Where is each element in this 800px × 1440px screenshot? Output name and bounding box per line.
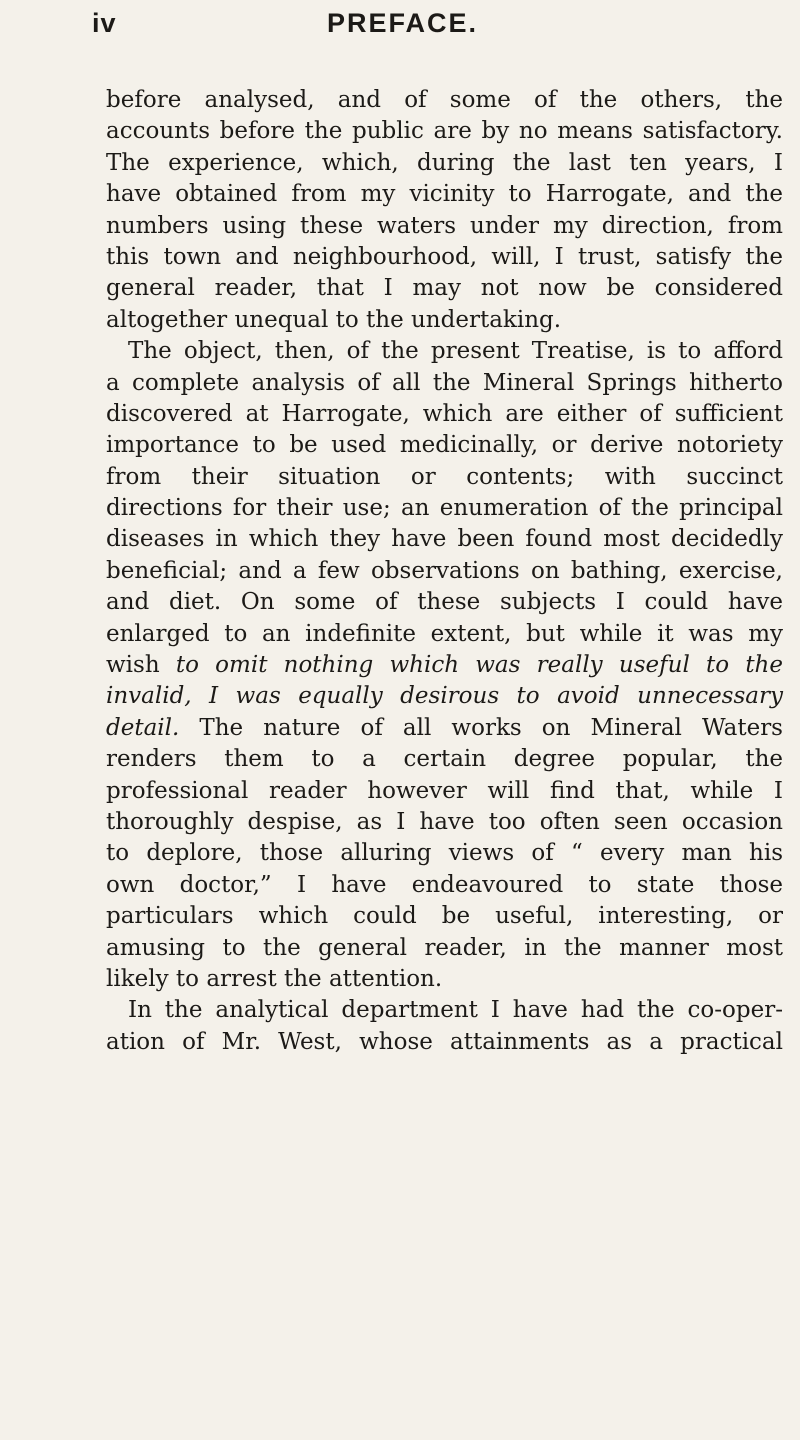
text-segment: The nature of all works on Mineral Waters (179, 714, 783, 741)
text-line (106, 1027, 783, 1058)
text-line (106, 116, 783, 147)
text-segment: general reader, that I may not now be considered (106, 275, 783, 302)
text-line (106, 870, 783, 901)
text-line (106, 901, 783, 932)
text-line (106, 179, 783, 210)
text-segment: ation of Mr. West, whose attainments as a practical (106, 1028, 783, 1055)
text-line (106, 681, 783, 712)
text-line (106, 148, 783, 179)
text-line (106, 399, 783, 430)
text-segment: to deplore, those alluring views of “ every man his (106, 840, 783, 867)
text-segment: numbers using these waters under my direction, from (106, 212, 783, 239)
text-line (106, 587, 783, 618)
text-line (106, 211, 783, 242)
text-line (106, 744, 783, 775)
text-segment: altogether unequal to the undertaking. (106, 306, 562, 333)
text-segment: a complete analysis of all the Mineral Springs hitherto (106, 369, 783, 396)
text-segment: own doctor,” I have endeavoured to state those (106, 871, 783, 898)
text-line (106, 336, 783, 367)
text-segment: beneficial; and a few observations on bathing, exercise, (106, 557, 783, 584)
text-segment: have obtained from my vicinity to Harrogate, and the (106, 181, 783, 208)
text-line (106, 556, 783, 587)
text-segment: The experience, which, during the last ten years, I (106, 149, 783, 176)
text-segment: this town and neighbourhood, will, I trust, satisfy the (106, 243, 783, 270)
text-line (106, 368, 783, 399)
text-line (106, 462, 783, 493)
text-line (106, 242, 783, 273)
text-line (106, 85, 783, 116)
text-line (106, 650, 783, 681)
text-segment: In the analytical department I have had the co-oper- (128, 997, 783, 1024)
text-line (106, 933, 783, 964)
text-segment: likely to arrest the attention. (106, 965, 443, 992)
running-title: PREFACE. (327, 8, 479, 38)
text-segment: amusing to the general reader, in the manner most (106, 934, 783, 961)
text-segment: wish (106, 652, 176, 679)
text-line (106, 776, 783, 807)
text-segment: thoroughly despise, as I have too often seen occasion (106, 808, 783, 835)
text-segment: and diet. On some of these subjects I could have (106, 589, 783, 616)
text-segment: particulars which could be useful, interesting, or (106, 903, 783, 930)
text-line (106, 807, 783, 838)
italic-text-segment: to omit nothing which was really useful to the (175, 652, 783, 679)
text-segment: discovered at Harrogate, which are either of sufficient (106, 400, 783, 427)
text-line (106, 430, 783, 461)
text-segment: enlarged to an indefinite extent, but while it was my (106, 620, 783, 647)
text-segment: accounts before the public are by no means satisfactory. (106, 118, 783, 145)
text-line (106, 713, 783, 744)
page-number: iv (92, 8, 117, 38)
text-segment: from their situation or contents; with succinct (106, 463, 783, 490)
text-segment: directions for their use; an enumeration of the principal (106, 495, 783, 522)
text-segment: renders them to a certain degree popular, the (106, 746, 783, 773)
text-line (106, 524, 783, 555)
text-line (106, 273, 783, 304)
text-line (106, 838, 783, 869)
text-segment: The object, then, of the present Treatise, is to afford (128, 338, 783, 365)
text-line (106, 305, 783, 336)
text-segment: diseases in which they have been found most decidedly (106, 526, 783, 553)
text-segment: importance to be used medicinally, or derive notoriety (106, 432, 783, 459)
italic-text-segment: detail. (106, 714, 180, 741)
italic-text-segment: invalid, I was equally desirous to avoid unnecessary (106, 683, 783, 710)
text-line (106, 964, 783, 995)
running-head (92, 8, 792, 48)
text-line (106, 619, 783, 650)
body-text (106, 85, 783, 1058)
text-segment: professional reader however will find that, while I (106, 777, 783, 804)
text-segment: before analysed, and of some of the others, the (106, 87, 783, 113)
text-line (106, 995, 783, 1026)
text-line (106, 493, 783, 524)
